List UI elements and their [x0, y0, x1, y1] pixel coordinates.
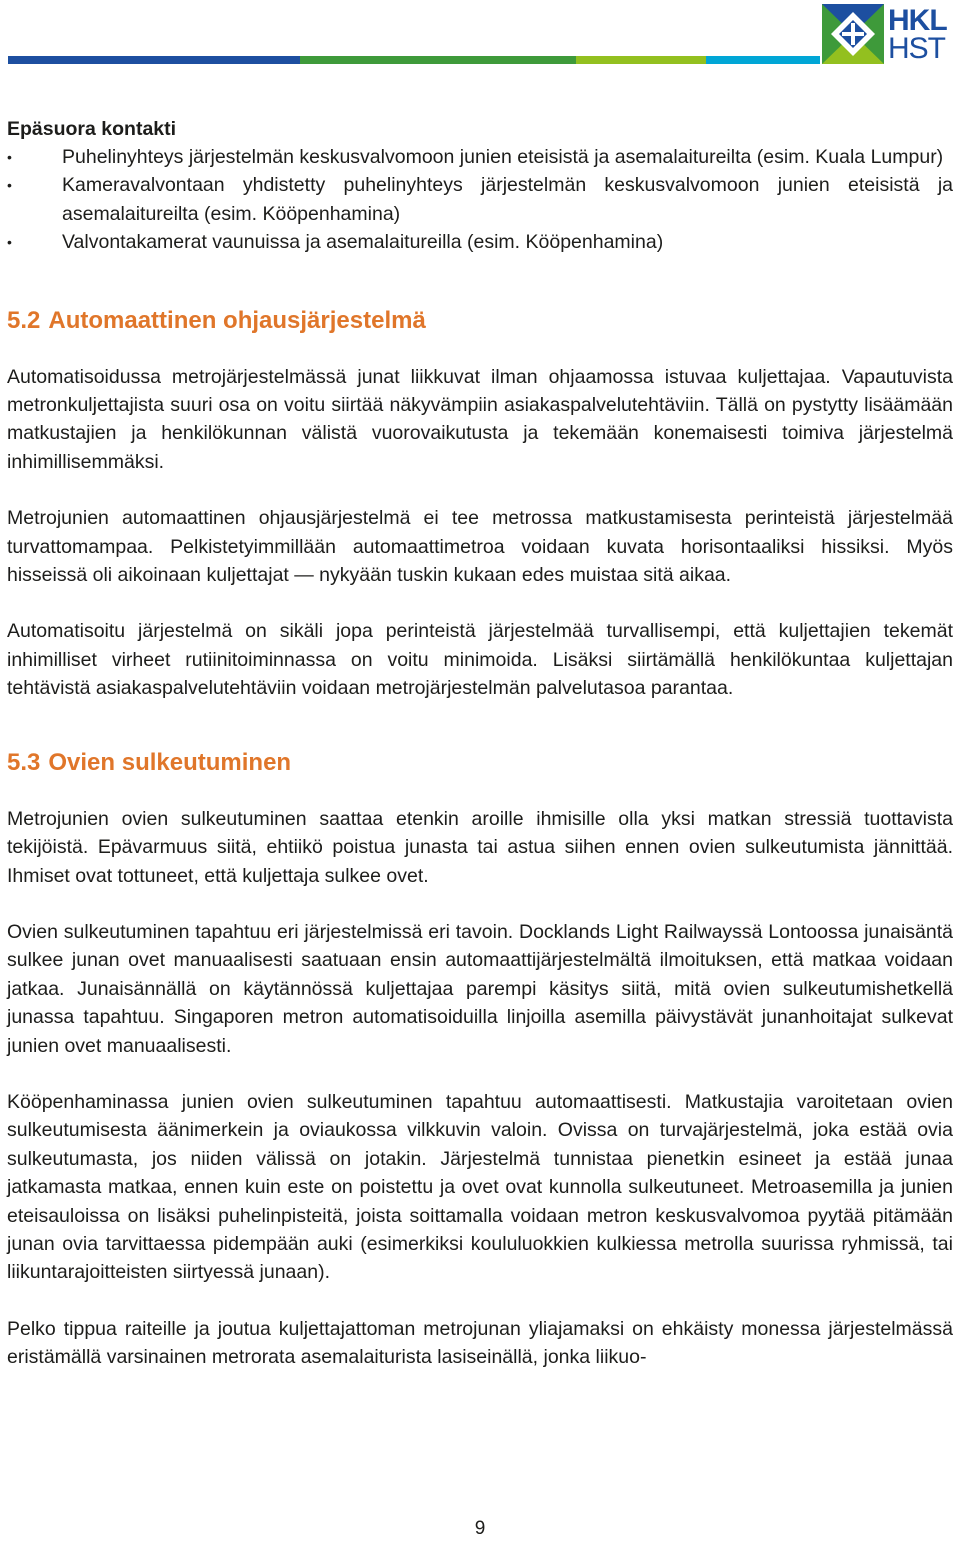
- section-title: Ovien sulkeutuminen: [48, 748, 292, 776]
- section-title: Automaattinen ohjausjärjestelmä: [48, 306, 426, 334]
- list-item: • Valvontakamerat vaunuissa ja asemalaitureilla (esim. Kööpenhamina): [7, 228, 953, 256]
- paragraph: Metrojunien ovien sulkeutuminen saattaa etenkin aroille ihmisille olla yksi matkan stressiä tuottavista tekijöistä. Epävarmuus siitä, ehtiikö poistua junasta tai astua siihen ennen ovien sulkeutumista jännittää. Ihmiset ovat tottuneet, että kuljettaja sulkee ovet.: [7, 807, 953, 887]
- paragraph: Kööpenhaminassa junien ovien sulkeutuminen tapahtuu automaattisesti. Matkustajia varoitetaan ovien sulkeutumisesta äänimerkein ja oviaukossa vilkkuvin valoin. Ovissa on turvajärjestelmä, joka estää ovia sulkeutumasta, jos niiden välissä on jotakin. Järjestelmä tunnistaa pienetkin esineet ja estää junaa jatkamasta matkaa, ennen kuin este on poistettu ja ovet ovat kunnolla sulkeutuneet. Metroasemilla ja junien eteisauloissa on lisäksi puhelinpisteitä, joista soittamalla voidaan metron keskusvalvomoa pyytää pitämään junan ovia tarvittaessa pidempään auki (esimerkiksi koululuokkien kulkiessa metrolla suurissa ryhmissä, tai liikuntarajoitteisten siirtyessä junaan).: [7, 1090, 953, 1284]
- page-content: [7, 115, 953, 1372]
- paragraph: Metrojunien automaattinen ohjausjärjestelmä ei tee metrossa matkustamisesta perinteistä järjestelmää turvattomampaa. Pelkistetyimmillään automaattimetroa voidaan kuvata horisontaaliksi hissiksi. Myös hisseissä oli aikoinaan kuljettajat — nykyään tuskin kukaan edes muistaa sitä aikaa.: [7, 507, 953, 587]
- paragraph: Automatisoidussa metrojärjestelmässä junat liikkuvat ilman ohjaamossa istuvaa kuljettajaa. Vapautuvista metronkuljettajista suuri osa on voitu siirtää näkyvämpiin asiakaspalvelutehtäviin. Tällä on pystytty lisäämään matkustajien ja henkilökunnan välistä vuorovaikutusta ja tekemään konemaisesti toimiva järjestelmä inhimillisemmäksi.: [7, 365, 953, 473]
- hkl-hst-logo: [822, 4, 954, 64]
- logo-text-hkl: HKL: [888, 4, 947, 37]
- list-item: • Kameravalvontaan yhdistetty puhelinyhteys järjestelmän keskusvalvomoon junien eteisistä ja asemalaitureilta (esim. Kööpenhamina): [7, 171, 953, 228]
- page-number: 9: [474, 1518, 486, 1539]
- header-bar-lime-segment: [576, 56, 706, 64]
- logo-text-hst: HST: [888, 32, 945, 65]
- header-color-bar: [8, 56, 820, 64]
- header-bar-blue-segment: [8, 56, 300, 64]
- section-number: 5.3: [7, 748, 41, 776]
- paragraph: Pelko tippua raiteille ja joutua kuljettajattoman metrojunan yliajamaksi on ehkäisty monessa järjestelmässä eristämällä varsinainen metrorata asemalaiturista lasiseinällä, jonka liikuo-: [7, 1317, 953, 1369]
- header-bar-green-segment: [300, 56, 576, 64]
- indirect-contact-list: [7, 143, 953, 257]
- section-heading-5-2: [7, 305, 953, 337]
- list-item: • Puhelinyhteys järjestelmän keskusvalvomoon junien eteisistä ja asemalaitureilta (esim. Kuala Lumpur): [7, 143, 953, 171]
- indirect-contact-heading: Epäsuora kontakti: [7, 118, 177, 140]
- section-heading-5-3: [7, 747, 953, 779]
- header-bar-cyan-segment: [706, 56, 820, 64]
- section-number: 5.2: [7, 306, 41, 334]
- hkl-logo-icon: [822, 4, 884, 64]
- paragraph: Ovien sulkeutuminen tapahtuu eri järjestelmissä eri tavoin. Docklands Light Railwayssä Lontoossa junaisäntä sulkee junan ovet manuaalisesti saatuaan ensin automaattijärjestelmältä ilmoituksen, että matkaa voidaan jatkaa. Junaisännällä on käytännössä kuljettajaa parempi käsitys siitä, mitä ovien sulkeutumishetkellä junassa tapahtuu. Singaporen metron automatisoiduilla linjoilla asemilla päivystävät junanhoitajat sulkevat junien ovet manuaalisesti.: [7, 920, 953, 1057]
- paragraph: Automatisoitu järjestelmä on sikäli jopa perinteistä järjestelmää turvallisempi, että kuljettajien tekemät inhimilliset virheet rutiinitoiminnassa on voitu minimoida. Lisäksi siirtämällä henkilökuntaa kuljettajan tehtävistä asiakaspalvelutehtäviin voidaan metrojärjestelmän palvelutasoa parantaa.: [7, 620, 953, 700]
